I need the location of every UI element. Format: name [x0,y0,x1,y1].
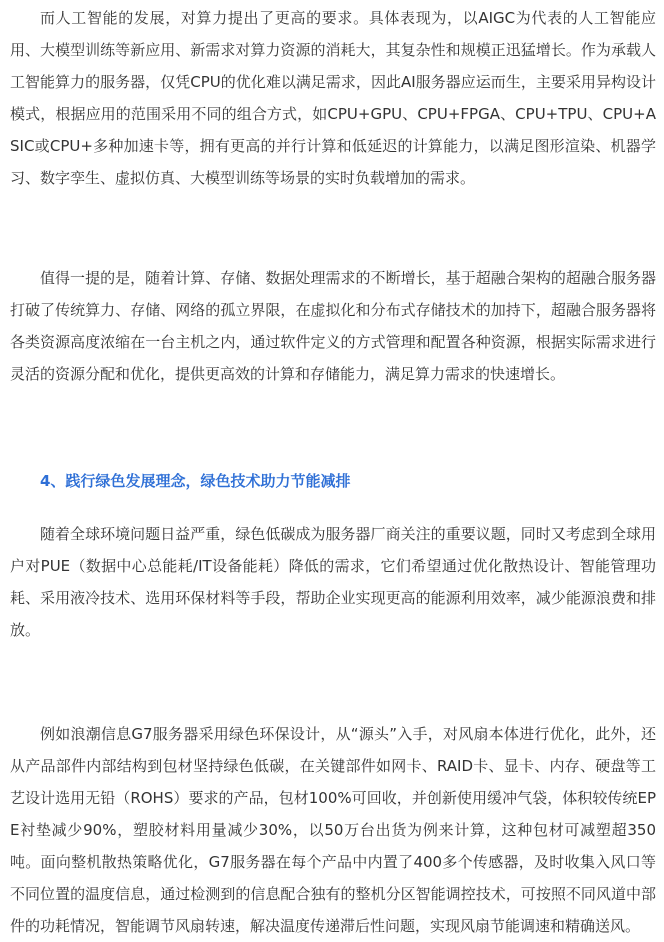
paragraph-inspur-g7-example: 例如浪潮信息G7服务器采用绿色环保设计，从“源头”入手，对风扇本体进行优化，此外，还从产品部件内部结构到包材坚持绿色低碳，在关键部件如网卡、RAID卡、显卡、内存、硬盘等工艺设计选用无铅（ROHS）要求的产品，包材100%可回收，并创新使用缓冲气袋，体积较传统EPE衬垫减少90%，塑胶材料用量减少30%，以50万台出货为例来计算，这种包材可减塑超350吨。面向整机散热策略优化，G7服务器在每个产品中内置了400多个传感器，及时收集入风口等不同位置的温度信息，通过检测到的信息配合独有的整机分区智能调控技术，可按照不同风道中部件的功耗情况，智能调节风扇转速，解决温度传递滞后性问题，实现风扇节能调速和精确送风。 [10,725,656,935]
paragraph-ai-computing: 而人工智能的发展，对算力提出了更高的要求。具体表现为，以AIGC为代表的人工智能应用、大模型训练等新应用、新需求对算力资源的消耗大，其复杂性和规模正迅猛增长。作为承载人工智能算力的服务器，仅凭CPU的优化难以满足需求，因此AI服务器应运而生，主要采用异构设计模式，根据应用的范围采用不同的组合方式，如CPU+GPU、CPU+FPGA、CPU+TPU、CPU+ASIC或CPU+多种加速卡等，拥有更高的并行计算和低延迟的计算能力，以满足图形渲染、机器学习、数字孪生、虚拟仿真、大模型训练等场景的实时负载增加的需求。 [10,9,656,187]
section-heading-green-development: 4、践行绿色发展理念，绿色技术助力节能减排 [40,472,351,490]
paragraph-hyperconverged: 值得一提的是，随着计算、存储、数据处理需求的不断增长，基于超融合架构的超融合服务器打破了传统算力、存储、网络的孤立界限，在虚拟化和分布式存储技术的加持下，超融合服务器将各类资源高度浓缩在一台主机之内，通过软件定义的方式管理和配置各种资源，根据实际需求进行灵活的资源分配和优化，提供更高效的计算和存储能力，满足算力需求的快速增长。 [10,269,656,383]
paragraph-green-low-carbon: 随着全球环境问题日益严重，绿色低碳成为服务器厂商关注的重要议题，同时又考虑到全球用户对PUE（数据中心总能耗/IT设备能耗）降低的需求，它们希望通过优化散热设计、智能管理功耗、采用液冷技术、选用环保材料等手段，帮助企业实现更高的能源利用效率，减少能源浪费和排放。 [10,525,656,639]
